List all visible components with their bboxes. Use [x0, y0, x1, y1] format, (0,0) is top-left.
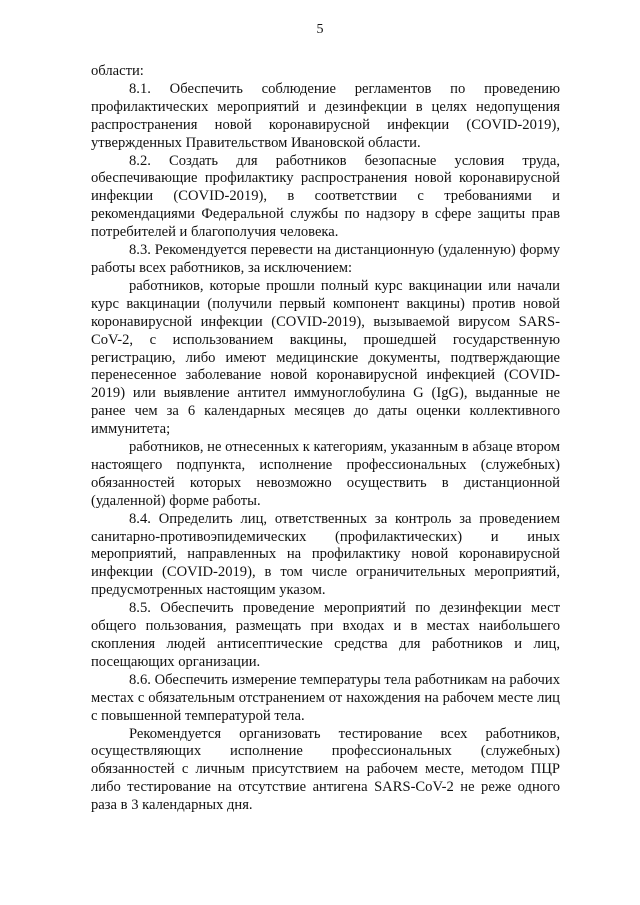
paragraph-8-3-exception-vaccinated: работников, которые прошли полный курс вакцинации или начали курс вакцинации (получили первый компонент вакцины) против новой коронавирусной инфекции (COVID-2019), вызываемой вирусом SARS-CoV-2, с использованием вакцины, прошедшей государственную регистрацию, либо имеют медицинские документы, подтверждающие перенесенное заболевание новой коронавирусной инфекцией (COVID-2019) или выявление антител иммуноглобулина G (IgG), выданные не ранее чем за 6 календарных месяцев до даты оценки коллективного иммунитета;: [91, 277, 560, 438]
paragraph-continuation: области:: [91, 63, 144, 79]
paragraph-testing-recommendation: Рекомендуется организовать тестирование всех работников, осуществляющих исполнение профессиональных (служебных) обязанностей с личным присутствием на рабочем месте, методом ПЦР либо тестирование на отсутствие антигена SARS-CoV-2 не реже одного раза в 3 календарных дня.: [91, 725, 560, 814]
paragraph-8-2: 8.2. Создать для работников безопасные условия труда, обеспечивающие профилактику распространения новой коронавирусной инфекции (COVID-2019), в соответствии с требованиями и рекомендациями Федеральной службы по надзору в сфере защиты прав потребителей и благополучия человека.: [91, 152, 560, 241]
paragraph-8-3: 8.3. Рекомендуется перевести на дистанционную (удаленную) форму работы всех работников, за исключением:: [91, 242, 560, 276]
paragraph-8-3-exception-onsite: работников, не отнесенных к категориям, указанным в абзаце втором настоящего подпункта, исполнение профессиональных (служебных) обязанностей которых невозможно осуществить в дистанционной (удаленной) форме работы.: [91, 439, 560, 509]
paragraph-8-5: 8.5. Обеспечить проведение мероприятий по дезинфекции мест общего пользования, размещать при входах и в местах наибольшего скопления людей антисептические средства для работников и лиц, посещающих организации.: [91, 600, 560, 670]
paragraph-8-4: 8.4. Определить лиц, ответственных за контроль за проведением санитарно-противоэпидемических (профилактических) и иных мероприятий, направленных на профилактику новой коронавирусной инфекции (COVID-2019), в том числе ограничительных мероприятий, предусмотренных настоящим указом.: [91, 510, 560, 599]
paragraph-8-6: 8.6. Обеспечить измерение температуры тела работникам на рабочих местах с обязательным отстранением от нахождения на рабочем месте лиц с повышенной температурой тела.: [91, 671, 560, 724]
document-body: [91, 63, 560, 815]
paragraph-8-1: 8.1. Обеспечить соблюдение регламентов по проведению профилактических мероприятий и дезинфекции в целях недопущения распространения новой коронавирусной инфекции (COVID-2019), утвержденных Правительством Ивановской области.: [91, 80, 560, 151]
page-number: 5: [316, 22, 324, 37]
